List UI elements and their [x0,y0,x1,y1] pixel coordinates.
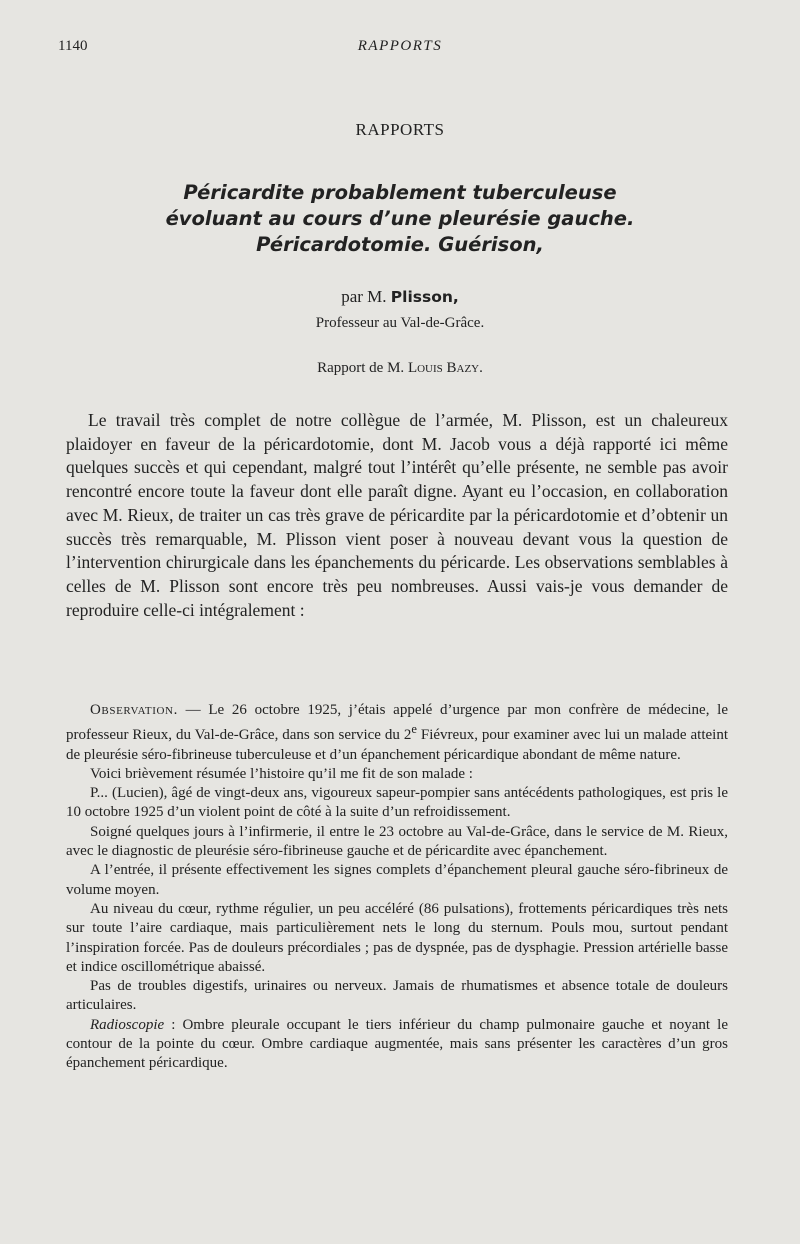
radioscopy-text: : Ombre pleurale occupant le tiers inférieur du champ pulmonaire gauche et noyant le contour de la pointe du cœur. Ombre cardiaque augmentée, mais sans présenter les caractères d’un gros épanchement péricardique. [66,1016,728,1072]
observation-paragraph [66,1016,728,1074]
running-header [58,38,742,58]
observation-paragraph: Au niveau du cœur, rythme régulier, un peu accéléré (86 pulsations), frottements péricardiques très nets sur toute l’aire cardiaque, mais particulièrement nets le long du sternum. Pouls mou, surtout pendant l’inspiration forcée. Pas de douleurs précordiales ; pas de dyspnée, pas de dysphagie. Pression artérielle basse et indice oscillométrique abaissé. [66,900,728,975]
observation-paragraph: Soigné quelques jours à l’infirmerie, il entre le 23 octobre au Val-de-Grâce, dans le service de M. Rieux, avec le diagnostic de pleurésie séro-fibrineuse gauche et de péricardite avec épanchement. [66,823,728,860]
page-number: 1140 [58,38,88,54]
author-prefix: par M. [341,287,391,306]
radioscopy-label: Radioscopie [90,1016,165,1033]
observation-paragraph: A l’entrée, il présente effectivement les signes complets d’épanchement pleural gauche séro-fibrineux de volume moyen. [66,862,728,898]
ordinal-suffix: e [411,722,417,737]
observation-text: — Le 26 octobre 1925, j’étais appelé d’urgence par mon confrère de médecine, le professeur Rieux, du Val-de-Grâce, dans son service du 2 [66,702,728,744]
observation-paragraph: Voici brièvement résumée l’histoire qu’il me fit de son malade : [90,765,473,782]
observation-section [66,701,728,1074]
intro-paragraph: Le travail très complet de notre collègue de l’armée, M. Plisson, est un chaleureux plaidoyer en faveur de la péricardotomie, dont M. Jacob vous a déjà rapporté ici même quelques succès et qui cependant, malgré tout l’intérêt qu’elle présente, ne semble pas avoir rencontré encore toute la faveur dont elle paraît digne. Ayant eu l’occasion, en collaboration avec M. Rieux, de traiter un cas très grave de péricardite par la péricardotomie et d’obtenir un succès très remarquable, M. Plisson vient poser à nouveau devant vous la question de l’intervention chirurgicale dans les épanchements du péricarde. Les observations semblables à celles de M. Plisson sont encore très peu nombreuses. Aussi vais-je vous demander de reproduire celle-ci intégralement : [66,410,728,620]
observation-text: Fiévreux, pour examiner avec lui un malade atteint de pleurésie séro-fibrineuse tuberculeuse et d’un épanchement péricardique abondant de même nature. [66,727,728,763]
intro-section [66,409,728,622]
report-author: Louis Bazy. [407,360,483,376]
author-line [0,287,800,307]
article-title-line: Péricardotomie. Guérison, [256,233,544,256]
author-affiliation: Professeur au Val-de-Grâce. [315,315,485,331]
observation-paragraph: Pas de troubles digestifs, urinaires ou nerveux. Jamais de rhumatismes et absence totale de douleurs articulaires. [66,978,728,1014]
report-prefix: Rapport de M. [317,360,408,376]
running-title: RAPPORTS [357,38,443,54]
observation-paragraph [66,701,728,765]
author-name: Plisson, [390,288,459,306]
observation-paragraph: P... (Lucien), âgé de vingt-deux ans, vigoureux sapeur-pompier sans antécédents pathologiques, est pris le 10 octobre 1925 d’un violent point de côté à la suite d’un refroidissement. [66,785,728,821]
observation-label: Observation. [90,702,178,718]
article-title-line: Péricardite probablement tuberculeuse [183,181,617,204]
report-line [0,360,800,377]
section-title: RAPPORTS [355,120,445,139]
article-title-line: évoluant au cours d’une pleurésie gauche. [165,207,635,230]
article-title [0,180,800,258]
